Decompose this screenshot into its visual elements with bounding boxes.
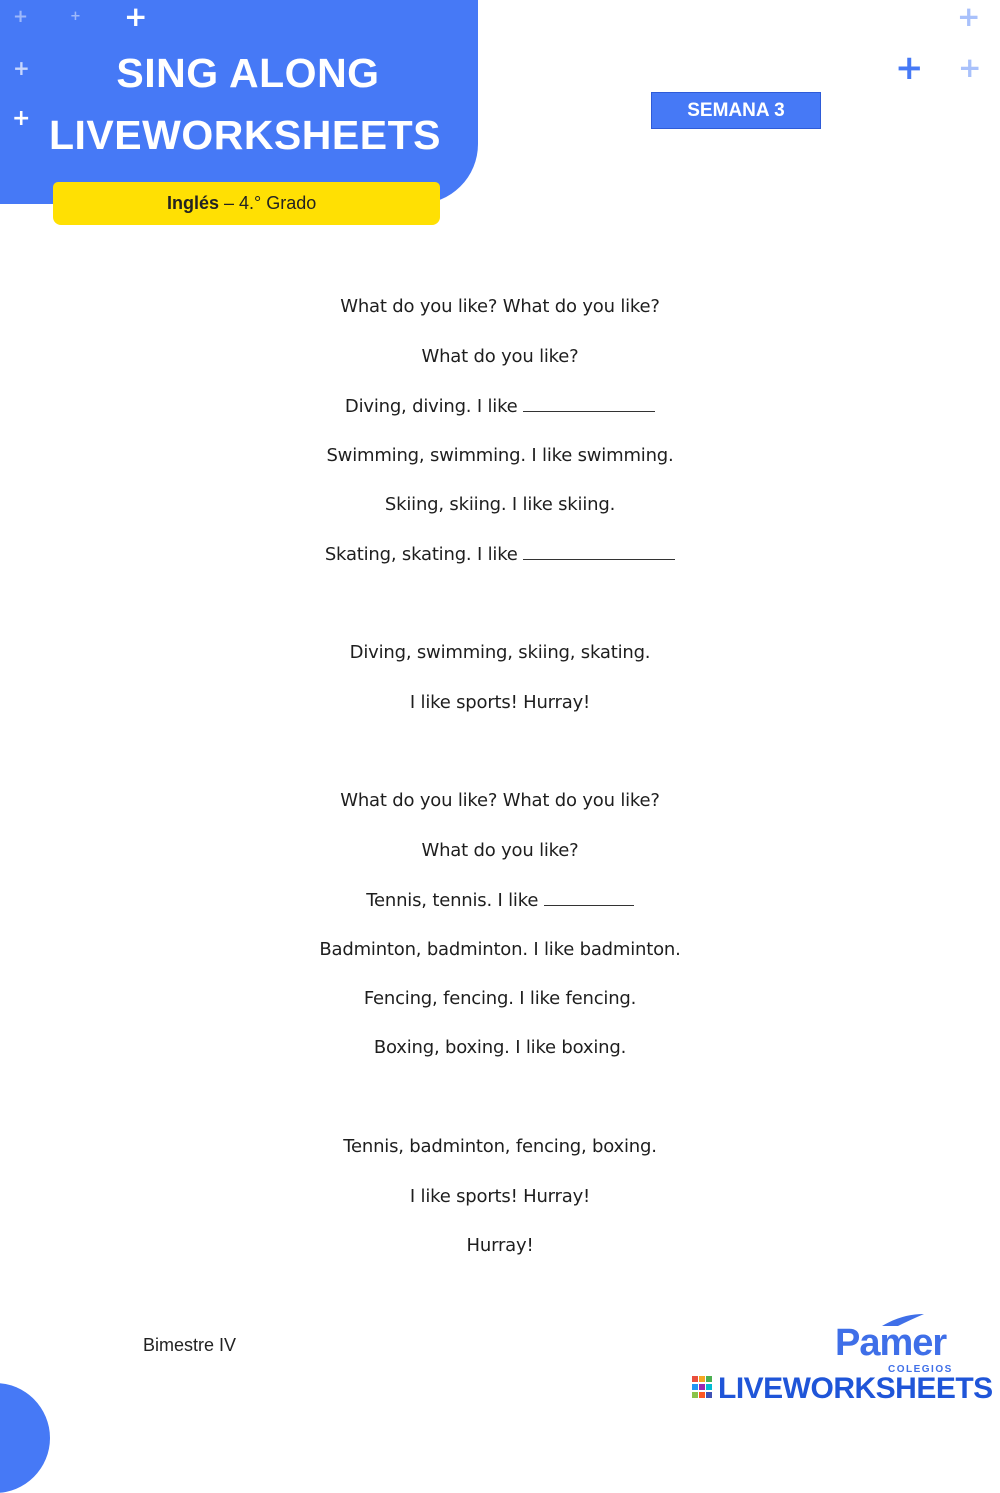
lyric-text: Hurray! <box>466 1235 534 1256</box>
subject-name: Inglés <box>167 193 220 213</box>
plus-decoration-icon: + <box>70 9 81 24</box>
plus-decoration-icon: + <box>12 106 31 131</box>
term-label: Bimestre IV <box>143 1335 237 1355</box>
lyric-line <box>0 790 1000 811</box>
lyric-text: What do you like? What do you like? <box>340 296 660 317</box>
plus-decoration-icon: + <box>13 6 29 27</box>
plus-decoration-icon: + <box>957 0 981 33</box>
answer-blank[interactable] <box>523 395 655 412</box>
answer-blank[interactable] <box>523 543 675 560</box>
lyric-text: Tennis, badminton, fencing, boxing. <box>343 1136 657 1157</box>
plus-decoration-icon: + <box>124 0 148 33</box>
corner-decoration <box>0 1383 50 1493</box>
lyric-text: Skiing, skiing. I like skiing. <box>384 494 616 515</box>
plus-decoration-icon: + <box>13 56 30 80</box>
lyric-text: Skating, skating. I like <box>324 544 524 565</box>
liveworksheets-logo-icon <box>692 1374 714 1404</box>
lyric-text: I like sports! Hurray! <box>409 1186 591 1207</box>
plus-decoration-icon: + <box>895 48 924 88</box>
lyric-line <box>0 939 1000 960</box>
lyric-text: What do you like? What do you like? <box>340 790 660 811</box>
lyric-line <box>0 840 1000 861</box>
lyric-text: Diving, diving. I like <box>344 396 524 417</box>
lyric-line <box>0 494 1000 515</box>
lyric-text: What do you like? <box>421 346 579 367</box>
lyric-line <box>0 543 1000 565</box>
lyric-line <box>0 1235 1000 1256</box>
page-title-line2: LIVEWORKSHEETS <box>49 112 441 158</box>
lyric-text: Swimming, swimming. I like swimming. <box>326 445 674 466</box>
lyric-line <box>0 395 1000 417</box>
lyric-line <box>0 692 1000 713</box>
answer-blank[interactable] <box>544 889 634 906</box>
plus-decoration-icon: + <box>958 51 982 84</box>
subject-label <box>167 193 316 214</box>
page-title-line1: SING ALONG <box>116 50 380 96</box>
lyric-text: Badminton, badminton. I like badminton. <box>319 939 681 960</box>
lyric-text: Boxing, boxing. I like boxing. <box>373 1037 627 1058</box>
lyric-line <box>0 642 1000 663</box>
lyric-text: Fencing, fencing. I like fencing. <box>363 988 637 1009</box>
school-logo-sub: COLEGIOS <box>888 1364 953 1375</box>
lyric-line <box>0 889 1000 911</box>
lyric-text: Tennis, tennis. I like <box>366 890 544 911</box>
lyric-line <box>0 296 1000 317</box>
lyric-line <box>0 445 1000 466</box>
grade-label: – 4.° Grado <box>219 193 317 213</box>
lyric-line <box>0 1136 1000 1157</box>
header-banner <box>0 0 478 204</box>
lyric-line <box>0 988 1000 1009</box>
lyric-text: What do you like? <box>421 840 579 861</box>
subject-bar <box>53 182 440 225</box>
lyric-text: I like sports! Hurray! <box>409 692 591 713</box>
lyric-line <box>0 1186 1000 1207</box>
week-badge: SEMANA 3 <box>651 92 821 129</box>
school-logo: Pamer <box>835 1322 947 1364</box>
lyric-line <box>0 1037 1000 1058</box>
liveworksheets-brand: LIVEWORKSHEETS <box>718 1372 993 1405</box>
lyric-line <box>0 346 1000 367</box>
lyric-text: Diving, swimming, skiing, skating. <box>349 642 651 663</box>
